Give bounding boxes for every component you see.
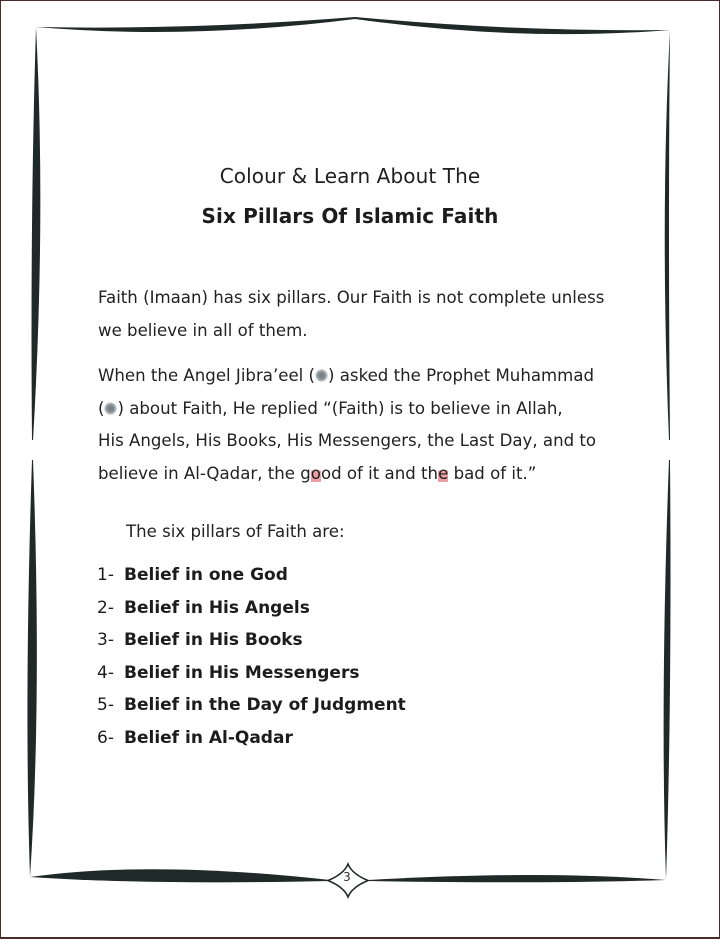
paragraph-line: we believe in all of them. bbox=[98, 320, 308, 340]
pillar-text: Belief in one God bbox=[124, 565, 288, 585]
pillar-text: Belief in Al-Qadar bbox=[124, 727, 293, 748]
text-fragment: When the Angel Jibra’eel ( bbox=[98, 366, 316, 385]
pillar-number: 6- bbox=[97, 727, 114, 748]
red-mark: o bbox=[310, 463, 321, 483]
pillar-item-4 bbox=[97, 663, 406, 696]
paragraph-line bbox=[98, 458, 638, 491]
pillar-text: Belief in His Messengers bbox=[124, 662, 360, 683]
pillar-text: Belief in His Books bbox=[124, 630, 303, 651]
paragraph-line bbox=[98, 360, 638, 393]
pillar-item-3 bbox=[97, 630, 406, 663]
heading-line-1: Colour & Learn About The bbox=[219, 164, 481, 188]
pillar-number: 2- bbox=[97, 597, 114, 618]
honorific-alayhis-salaam-icon bbox=[315, 369, 328, 382]
pillars-intro: The six pillars of Faith are: bbox=[126, 522, 345, 541]
page-number: 3 bbox=[343, 870, 351, 884]
text-fragment: believe in Al-Qadar, the g bbox=[98, 463, 311, 483]
paragraph-line: Faith (Imaan) has six pillars. Our Faith is not complete unless bbox=[98, 288, 605, 307]
text-fragment: ) about Faith, He replied “(Faith) is to believe in Allah, bbox=[117, 398, 563, 418]
pillar-item-6 bbox=[97, 728, 406, 761]
pillar-item-1 bbox=[97, 565, 406, 598]
text-fragment: ) asked the Prophet Muhammad bbox=[328, 366, 595, 385]
pillar-number: 4- bbox=[97, 662, 114, 683]
text-fragment: ( bbox=[98, 398, 105, 418]
pillar-text: Belief in His Angels bbox=[124, 597, 310, 618]
text-fragment: od of it and th bbox=[320, 463, 439, 483]
pillars-list bbox=[97, 565, 406, 761]
pillar-item-5 bbox=[97, 695, 406, 728]
pillar-item-2 bbox=[97, 598, 406, 631]
honorific-salawat-icon bbox=[104, 402, 117, 415]
pillar-number: 5- bbox=[97, 695, 114, 716]
pillar-number: 1- bbox=[97, 565, 114, 585]
paragraph-hadith bbox=[98, 360, 638, 490]
text-fragment: bad of it.” bbox=[448, 463, 537, 483]
paragraph-line bbox=[98, 393, 638, 426]
pillar-text: Belief in the Day of Judgment bbox=[124, 695, 406, 716]
heading-line-2: Six Pillars Of Islamic Faith bbox=[201, 204, 499, 228]
paragraph-line: His Angels, His Books, His Messengers, the Last Day, and to bbox=[98, 431, 597, 450]
paragraph-intro bbox=[98, 282, 638, 347]
red-mark: e bbox=[438, 463, 449, 483]
pillar-number: 3- bbox=[97, 630, 114, 651]
